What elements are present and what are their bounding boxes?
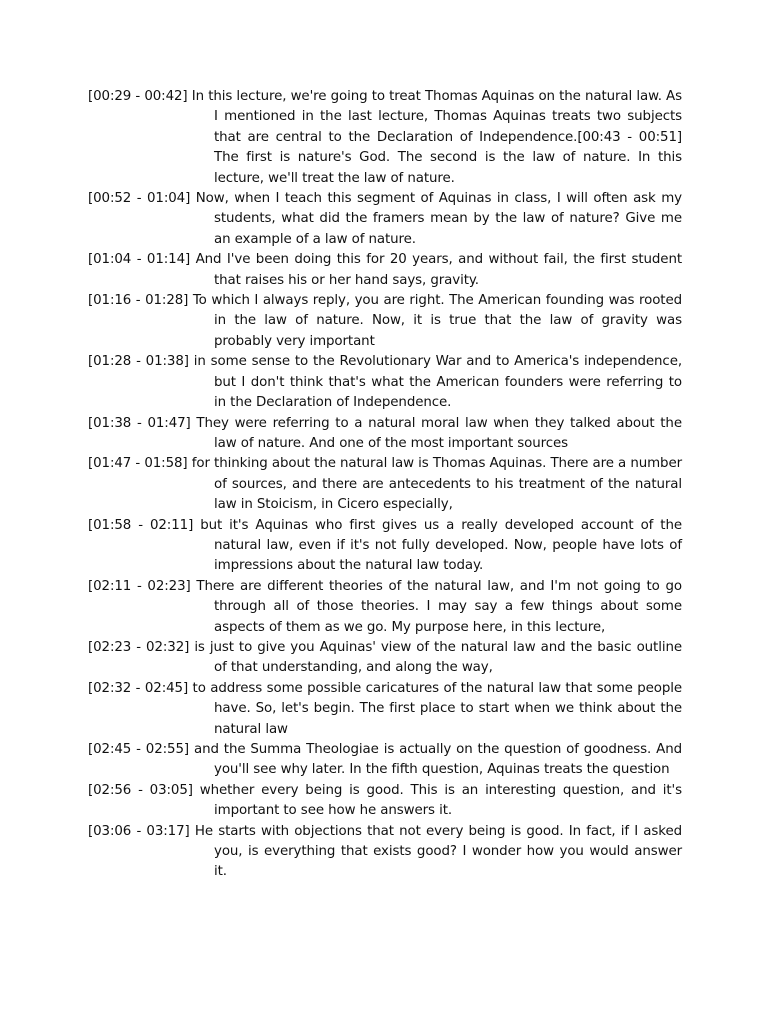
timestamp: [02:11 - 02:23] [88,578,191,594]
timestamp: [01:47 - 01:58] [88,456,188,472]
entry-text: Now, when I teach this segment of Aquinas in class, I will often ask my students, what did the framers mean by the law of nature? Give me an example of a law of nature. [195,191,682,247]
transcript-body [88,87,682,883]
entry-text: in some sense to the Revolutionary War and to America's independence, but I don't think that's what the American founders were referring to in the Declaration of Independence. [193,354,682,411]
timestamp: [02:45 - 02:55] [88,742,190,757]
entry-text: for thinking about the natural law is Thomas Aquinas. There are a number of sources, and there are antecedents to his treatment of the natural law in Stoicism, in Cicero especially, [191,456,682,513]
timestamp: [03:06 - 03:17] [88,823,190,839]
transcript-entry [88,577,682,638]
transcript-entry [88,87,682,189]
timestamp: [01:58 - 02:11] [88,517,194,533]
transcript-entry [88,189,682,250]
entry-text: To which I always reply, you are right. The American founding was rooted in the law of nature. Now, it is true that the law of gravity was probably very important [192,293,682,349]
timestamp: [02:23 - 02:32] [88,639,190,655]
transcript-entry [88,250,682,291]
transcript-entry [88,822,682,883]
entry-text: and the Summa Theologiae is actually on the question of goodness. And you'll see why later. In the fifth question, Aquinas treats the question [193,742,682,778]
transcript-entry [88,781,682,822]
timestamp: [01:28 - 01:38] [88,354,189,370]
timestamp: [02:56 - 03:05] [88,782,193,798]
entry-text: They were referring to a natural moral law when they talked about the law of nature. And one of the most important sources [196,415,682,451]
transcript-entry [88,740,682,781]
entry-text: He starts with objections that not every being is good. In fact, if I asked you, is everything that exists good? I wonder how you would answer it. [194,823,682,880]
transcript-entry [88,414,682,455]
transcript-entry [88,679,682,740]
entry-text: whether every being is good. This is an interesting question, and it's important to see how he answers it. [199,782,682,819]
timestamp: [02:32 - 02:45] [88,680,189,696]
timestamp: [01:38 - 01:47] [88,415,191,431]
entry-text: but it's Aquinas who first gives us a really developed account of the natural law, even if it's not fully developed. Now, people have lots of impressions about the natural law today. [200,517,682,574]
timestamp: [01:16 - 01:28] [88,293,189,309]
timestamp: [00:52 - 01:04] [88,191,191,207]
entry-text: to address some possible caricatures of the natural law that some people have. So, let's begin. The first place to start when we think about the natural law [192,680,682,737]
transcript-entry [88,291,682,352]
transcript-entry [88,352,682,413]
transcript-entry [88,516,682,577]
entry-text: There are different theories of the natural law, and I'm not going to go through all of those theories. I may say a few things about some aspects of them as we go. My purpose here, in this lecture, [196,578,682,635]
timestamp: [00:29 - 00:42] [88,89,188,104]
entry-text: is just to give you Aquinas' view of the natural law and the basic outline of that understanding, and along the way, [194,639,682,676]
transcript-entry [88,454,682,515]
transcript-entry [88,638,682,679]
entry-text: And I've been doing this for 20 years, and without fail, the first student that raises his or her hand says, gravity. [195,252,682,288]
entry-text: In this lecture, we're going to treat Thomas Aquinas on the natural law. As I mentioned in the last lecture, Thomas Aquinas treats two subjects that are central to the Declaration of Independence.[00:43 - 00:51] The first is nature's God. The second is the law of nature. In this lecture, we'll treat the law of nature. [191,89,682,186]
timestamp: [01:04 - 01:14] [88,252,191,268]
